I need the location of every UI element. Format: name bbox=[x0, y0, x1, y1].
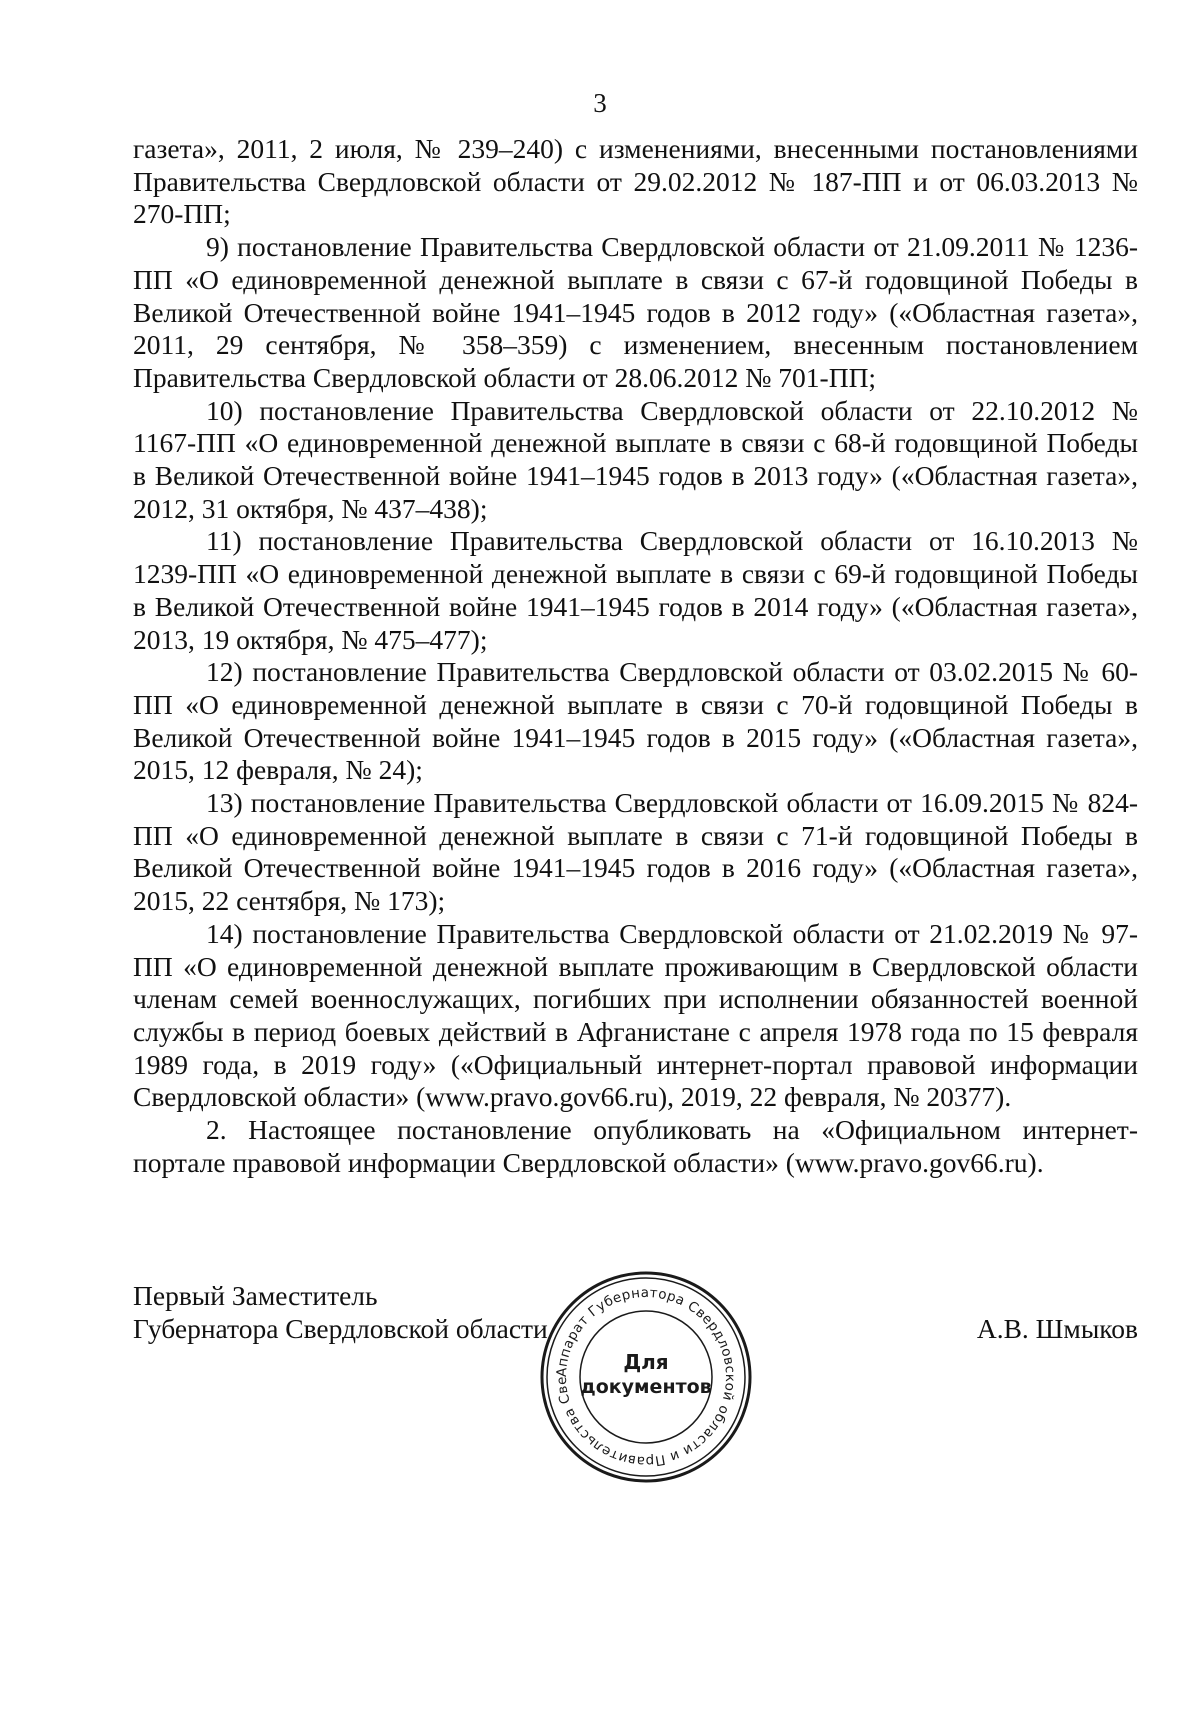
document-body bbox=[133, 133, 1138, 1180]
paragraph-item-9: 9) постановление Правительства Свердловской области от 21.09.2011 № 1236-ПП «О единовременной денежной выплате в связи с 67-й годовщиной Победы в Великой Отечественной войне 1941–1945 годов в 2012 году» («Областная газета», 2011, 29 сентября, № 358–359) с изменением, внесенным постановлением Правительства Свердловской области от 28.06.2012 № 701-ПП; bbox=[133, 231, 1138, 393]
paragraph-continuation: газета», 2011, 2 июля, № 239–240) с изменениями, внесенными постановлениями Правительства Свердловской области от 29.02.2012 № 187-ПП и от 06.03.2013 № 270-ПП; bbox=[133, 133, 1138, 230]
paragraph-item-14: 14) постановление Правительства Свердловской области от 21.02.2019 № 97-ПП «О единовременной денежной выплате проживающим в Свердловской области членам семей военнослужащих, погибших при исполнении обязанностей военной службы в период боевых действий в Афганистане с апреля 1978 года по 15 февраля 1989 года, в 2019 году» («Официальный интернет-портал правовой информации Свердловской области» (www.pravo.gov66.ru), 2019, 22 февраля, № 20377). bbox=[133, 917, 1138, 1113]
paragraph-section-2: 2. Настоящее постановление опубликовать на «Официальном интернет-портале правовой информации Свердловской области» (www.pravo.gov66.ru). bbox=[133, 1114, 1138, 1178]
paragraph-item-12: 12) постановление Правительства Свердловской области от 03.02.2015 № 60-ПП «О единовременной денежной выплате в связи с 70-й годовщиной Победы в Великой Отечественной войне 1941–1945 годов в 2015 году» («Областная газета», 2015, 12 февраля, № 24); bbox=[133, 656, 1138, 786]
stamp-center-line2: документов bbox=[580, 1376, 712, 1398]
paragraph-item-13: 13) постановление Правительства Свердловской области от 16.09.2015 № 824-ПП «О единовременной денежной выплате в связи с 71-й годовщиной Победы в Великой Отечественной войне 1941–1945 годов в 2016 году» («Областная газета», 2015, 22 сентября, № 173); bbox=[133, 787, 1138, 917]
stamp-seal bbox=[531, 1255, 756, 1487]
signature-position-line2: Губернатора Свердловской области bbox=[133, 1313, 548, 1344]
signer-name: А.В. Шмыков bbox=[976, 1313, 1138, 1344]
page-number: 3 bbox=[593, 88, 607, 118]
signature-position-line1: Первый Заместитель bbox=[133, 1280, 378, 1311]
official-stamp bbox=[531, 1255, 756, 1487]
stamp-center-line1: Для bbox=[623, 1350, 669, 1374]
stamp-ring-text: Аппарат Губернатора Свердловской области и Правительства Свердловской области * bbox=[531, 1255, 739, 1470]
paragraph-item-11: 11) постановление Правительства Свердловской области от 16.10.2013 № 1239-ПП «О единовременной денежной выплате в связи с 69-й годовщиной Победы в Великой Отечественной войне 1941–1945 годов в 2014 году» («Областная газета», 2013, 19 октября, № 475–477); bbox=[133, 525, 1138, 655]
paragraph-item-10: 10) постановление Правительства Свердловской области от 22.10.2012 № 1167-ПП «О единовременной денежной выплате в связи с 68-й годовщиной Победы в Великой Отечественной войне 1941–1945 годов в 2013 году» («Областная газета», 2012, 31 октября, № 437–438); bbox=[133, 394, 1138, 524]
